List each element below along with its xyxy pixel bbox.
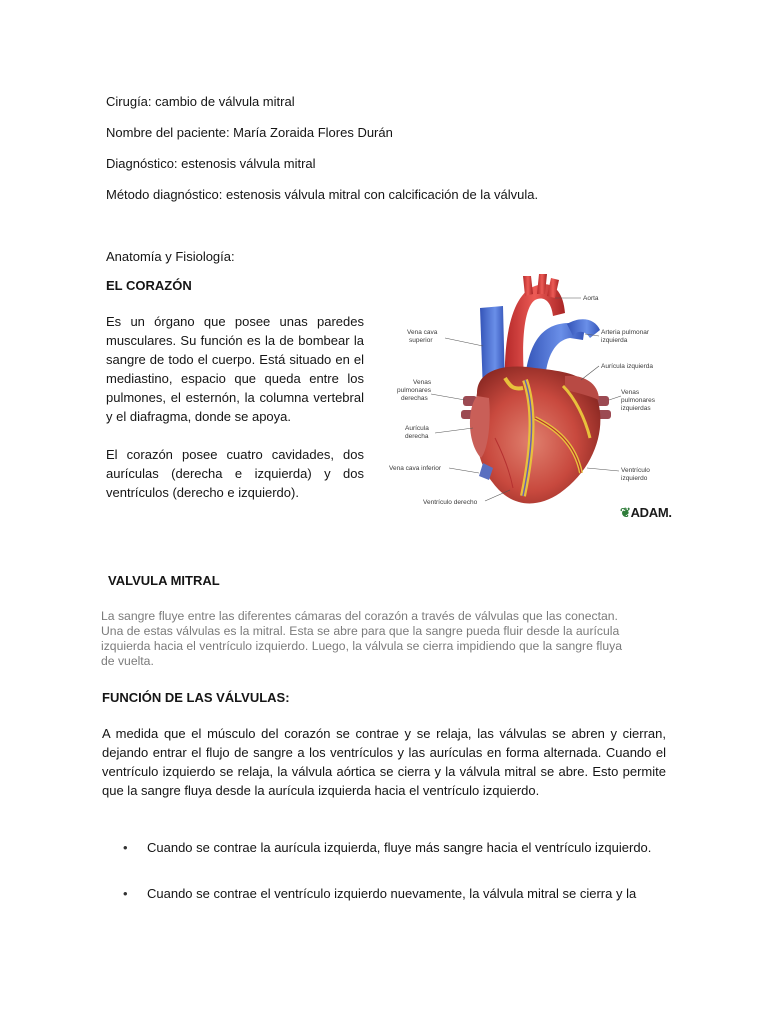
mitral-valve-line-3: izquierda hacia el ventrículo izquierdo. Luego, la válvula se cierra impidiendo que la sangre fluya: [101, 639, 622, 653]
patient-name-line: Nombre del paciente: María Zoraida Flores Durán: [106, 125, 393, 140]
surgery-line: Cirugía: cambio de válvula mitral: [106, 94, 295, 109]
label-aorta: Aorta: [583, 295, 599, 302]
label-right-pulm-veins-2: pulmonares: [397, 387, 431, 394]
label-right-ventricle: Ventrículo derecho: [423, 499, 478, 506]
label-left-ventricle-1: Ventrículo: [621, 467, 650, 474]
anatomy-heading: Anatomía y Fisiología:: [106, 249, 235, 264]
label-right-atrium-2: derecha: [405, 433, 429, 440]
label-right-atrium-1: Aurícula: [405, 425, 429, 432]
label-left-atrium: Aurícula izquierda: [601, 363, 654, 370]
adam-logo: [620, 505, 672, 521]
heart-anatomy-figure: [385, 268, 685, 526]
heart-illustration: [385, 268, 685, 526]
valve-function-heading: FUNCIÓN DE LAS VÁLVULAS:: [102, 690, 290, 705]
label-ivc: Vena cava inferior: [389, 465, 442, 472]
label-right-pulm-veins-1: Venas: [413, 379, 432, 386]
adam-logo-text: ADAM.: [630, 505, 672, 520]
label-left-pulm-veins-3: izquierdas: [621, 405, 651, 412]
bullet-item-1: Cuando se contrae la aurícula izquierda, fluye más sangre hacia el ventrículo izquierdo.: [147, 840, 652, 855]
diagnosis-line: Diagnóstico: estenosis válvula mitral: [106, 156, 316, 171]
label-left-pulm-veins-2: pulmonares: [621, 397, 655, 404]
mitral-valve-line-1: La sangre fluye entre las diferentes cámaras del corazón a través de válvulas que las conectan.: [101, 609, 618, 623]
adam-leaf-icon: ❦: [620, 505, 631, 520]
diagnostic-method-line: Método diagnóstico: estenosis válvula mitral con calcificación de la válvula.: [106, 187, 539, 202]
label-left-pulm-artery-2: izquierda: [601, 337, 628, 344]
label-left-pulm-artery-1: Arteria pulmonar: [601, 329, 650, 336]
heart-cavities-paragraph: El corazón posee cuatro cavidades, dos aurículas (derecha e izquierda) y dos ventrículos (derecho e izquierdo).: [106, 447, 364, 500]
valve-function-paragraph: A medida que el músculo del corazón se contrae y se relaja, las válvulas se abren y cierran, dejando entrar el flujo de sangre a los ventrículos y las aurículas en forma alternada. Cuando el ventrículo izquierdo se relaja, la válvula aórtica se cierra y la válvula mitral se abre. Esto permite que la sangre fluya desde la aurícula izquierda hacia el ventrículo izquierdo.: [102, 726, 666, 798]
mitral-valve-heading: VALVULA MITRAL: [108, 573, 220, 588]
label-left-pulm-veins-1: Venas: [621, 389, 640, 396]
heart-heading: EL CORAZÓN: [106, 278, 192, 293]
bullet-marker-1: •: [123, 840, 128, 855]
label-left-ventricle-2: izquierdo: [621, 475, 648, 482]
bullet-item-2: Cuando se contrae el ventrículo izquierdo nuevamente, la válvula mitral se cierra y la: [147, 886, 637, 901]
bullet-marker-2: •: [123, 886, 128, 901]
heart-description-paragraph: Es un órgano que posee unas paredes musculares. Su función es la de bombear la sangre de todo el cuerpo. Está situado en el mediastino, espacio que queda entre los pulmones, el esternón, la columna vertebral y el diafragma, donde se apoya.: [106, 314, 364, 424]
label-svc-2: superior: [409, 337, 433, 344]
mitral-valve-line-2: Una de estas válvulas es la mitral. Esta se abre para que la sangre pueda fluir desde la aurícula: [101, 624, 620, 638]
label-svc-1: Vena cava: [407, 329, 438, 336]
label-right-pulm-veins-3: derechas: [401, 395, 428, 402]
mitral-valve-line-4: de vuelta.: [101, 654, 154, 668]
